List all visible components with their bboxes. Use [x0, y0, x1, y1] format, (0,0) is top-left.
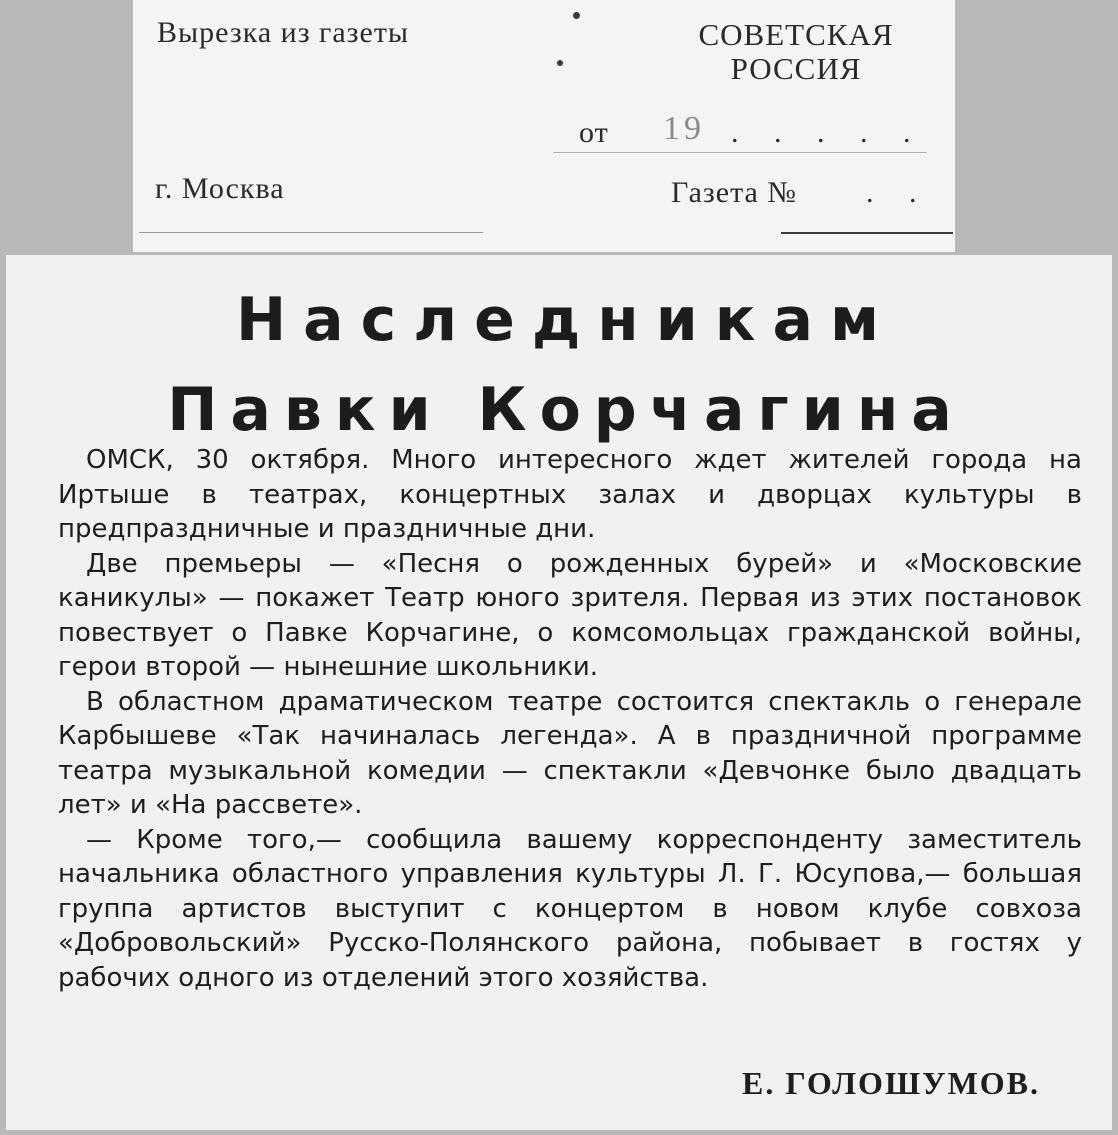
punch-mark — [573, 12, 580, 19]
issue-label: Газета № — [671, 176, 797, 209]
article-paragraph: Две премьеры — «Песня о рожденных бурей» и «Московские каникулы» — покажет Театр юного зрителя. Первая из этих постановок повествует о Павке Корчагине, о комсомольцах гражданской войны, герои второй — нынешние школьники. — [58, 548, 1082, 682]
clipping-label-card — [133, 0, 955, 252]
article-paragraph: В областном драматическом театре состоится спектакль о генерале Карбышеве «Так начиналась легенда». А в праздничной программе театра музыкальной комедии — спектакли «Девчонке было двадцать лет» и «На рассвете». — [58, 686, 1082, 820]
punch-mark — [557, 60, 563, 66]
city-rule — [139, 232, 483, 233]
date-year: 19 — [663, 110, 705, 147]
source-label: Вырезка из газеты — [157, 16, 410, 49]
date-rule — [553, 152, 927, 153]
date-label: от — [579, 116, 609, 149]
article-paragraph: — Кроме того,— сообщила вашему корреспонденту заместитель начальника областного управления культуры Л. Г. Юсупова,— большая группа артистов выступит с концертом в новом клубе совхоза «Добровольский» Русско-Полянского района, побывает в гостях у рабочих одного из отделений этого хозяйства. — [58, 824, 1082, 993]
article-headline — [6, 255, 1112, 455]
issue-rule — [781, 232, 953, 234]
newspaper-clipping — [6, 255, 1112, 1130]
issue-dots: . . — [866, 176, 931, 209]
headline-line-2: Павки Корчагина — [167, 375, 965, 445]
city-label: г. Москва — [155, 172, 285, 205]
article-body — [58, 443, 1082, 995]
article-paragraph: ОМСК, 30 октября. Много интересного ждет жителей города на Иртыше в театрах, концертных залах и дворцах культуры в предпраздничные и праздничные дни. — [58, 445, 1082, 544]
headline-line-1: Наследникам — [235, 285, 897, 355]
date-dots: . . . . . — [731, 116, 925, 149]
newspaper-name: СОВЕТСКАЯ РОССИЯ — [698, 17, 894, 86]
author-signature: Е. ГОЛОШУМОВ. — [742, 1065, 1040, 1101]
